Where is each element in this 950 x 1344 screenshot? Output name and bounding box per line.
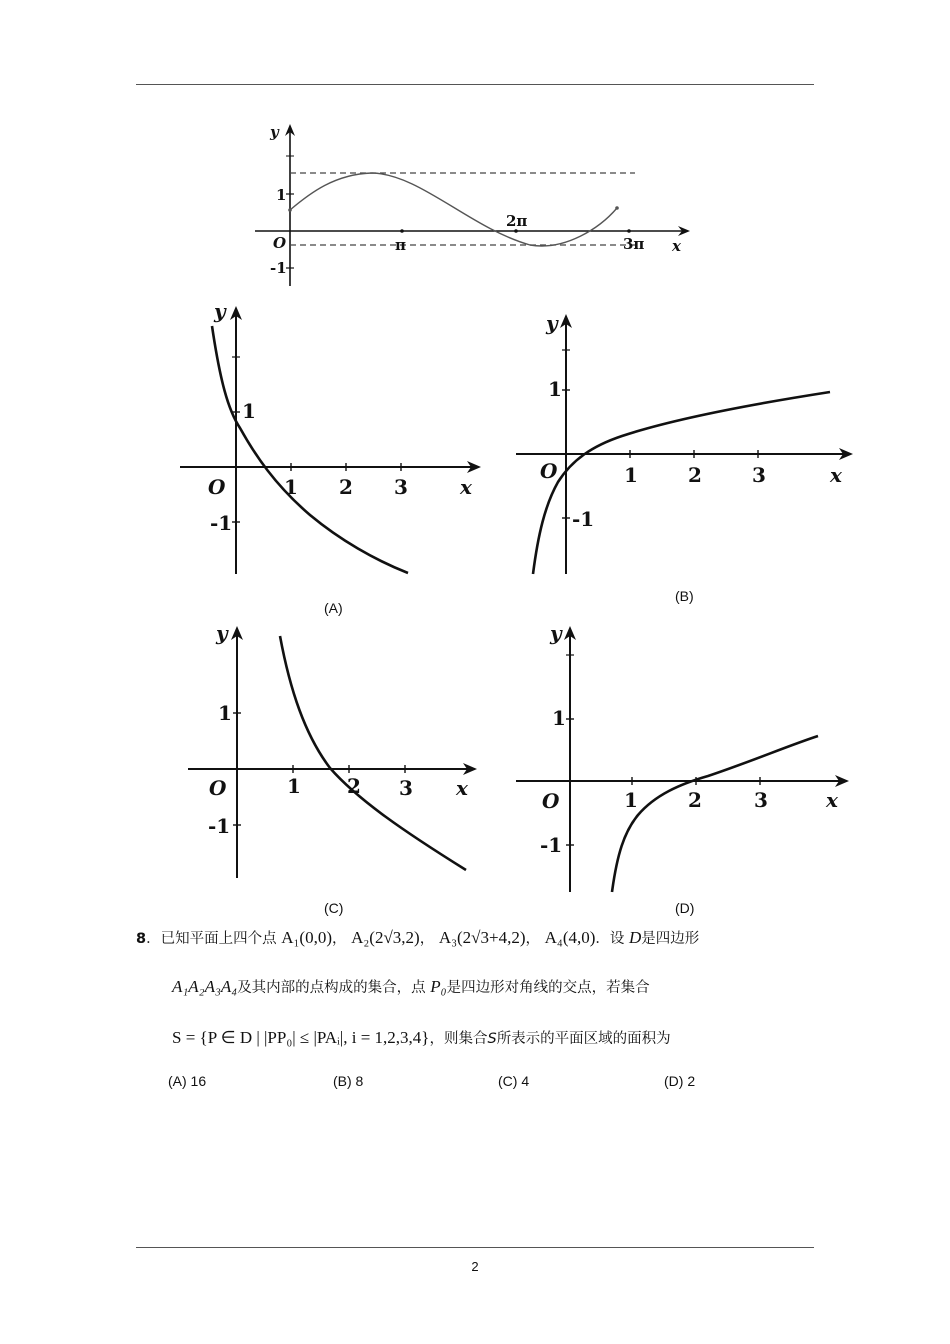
graph-d (510, 620, 860, 895)
option-b: (B) 8 (333, 1073, 364, 1089)
x-axis-label: x (460, 475, 472, 499)
set-d: D (629, 928, 642, 947)
q8-line1-end: 是四边形 (641, 931, 700, 947)
x-axis-label: x (672, 237, 681, 255)
y-tick-neg1: -1 (540, 833, 563, 857)
origin-label: O (542, 789, 560, 813)
question-8-line-1 (136, 927, 699, 948)
y-axis-label: y (214, 299, 226, 323)
x-tick-2: 2 (339, 475, 353, 499)
caption-b: (B) (675, 588, 694, 604)
q8-line2-end: 是四边形对角线的交点，若集合 (446, 980, 650, 996)
x-tick-1: 1 (287, 774, 301, 798)
graph-a (170, 300, 490, 580)
point-a2: A₂(2√3,2) (351, 928, 420, 947)
origin-label: O (273, 234, 287, 252)
q8-line2: 及其内部的点构成的集合，点 (237, 980, 426, 996)
caption-a: (A) (324, 600, 343, 616)
x-tick-2: 2 (347, 774, 361, 798)
x-tick-3pi: 3π (623, 235, 645, 253)
question-8-line-2 (172, 976, 650, 997)
origin-label: O (208, 475, 226, 499)
x-tick-1: 1 (624, 788, 638, 812)
x-tick-2pi: 2π (506, 212, 528, 230)
point-a3: A₃(2√3+4,2) (438, 928, 526, 947)
y-tick-1: 1 (548, 377, 562, 401)
q8-line3: ，则集合 (429, 1031, 488, 1047)
header-rule (136, 84, 814, 85)
option-a: (A) 16 (168, 1073, 207, 1089)
y-tick-neg1: -1 (572, 507, 595, 531)
quadrilateral-name: A₁A₂A₃A₄ (172, 977, 238, 996)
x-tick-3: 3 (752, 463, 766, 487)
x-tick-3: 3 (399, 776, 413, 800)
curve-d (612, 736, 818, 892)
x-tick-2: 2 (688, 788, 702, 812)
set-s-expression: S = {P ∈ D | |PP₀| ≤ |PAᵢ|, i = 1,2,3,4} (172, 1028, 430, 1047)
curve-c (280, 636, 466, 870)
y-axis-label: y (546, 311, 558, 335)
y-tick-1: 1 (218, 701, 232, 725)
graph-sine (250, 118, 700, 293)
y-axis-label: y (270, 123, 279, 141)
origin-label: O (209, 776, 227, 800)
sep-1: ， (331, 931, 347, 947)
set-s-var: S (487, 1031, 497, 1047)
graph-b (510, 310, 860, 580)
y-tick-neg1: -1 (210, 511, 233, 535)
x-tick-3: 3 (394, 475, 408, 499)
y-tick-1: 1 (242, 399, 256, 423)
page-number: 2 (471, 1259, 479, 1274)
y-axis-label: y (550, 621, 562, 645)
graph-c (180, 620, 490, 885)
question-8-line-3 (172, 1027, 671, 1048)
curve-a (212, 326, 408, 573)
x-tick-pi: π (395, 236, 406, 254)
option-d: (D) 2 (664, 1073, 696, 1089)
caption-c: (C) (324, 900, 344, 916)
y-tick-1: 1 (276, 186, 287, 204)
sine-curve (290, 173, 617, 246)
point-a4: A₄(4,0) (544, 928, 596, 947)
x-axis-label: x (456, 776, 468, 800)
q8-line3-tail: 所表示的平面区域的面积为 (496, 1031, 671, 1047)
x-tick-3: 3 (754, 788, 768, 812)
point-a1: A₁(0,0) (281, 928, 332, 947)
x-tick-2: 2 (688, 463, 702, 487)
footer-rule (136, 1247, 814, 1248)
x-tick-1: 1 (624, 463, 638, 487)
option-c: (C) 4 (498, 1073, 530, 1089)
origin-label: O (540, 459, 558, 483)
y-axis-label: y (216, 621, 228, 645)
y-tick-neg1: -1 (208, 814, 231, 838)
caption-d: (D) (675, 900, 695, 916)
x-tick-1: 1 (284, 475, 298, 499)
sep-3: ， (525, 931, 541, 947)
q8-intro: ．已知平面上四个点 (146, 931, 277, 947)
x-axis-label: x (826, 788, 838, 812)
sep-2: ， (419, 931, 435, 947)
question-number: 8 (136, 931, 147, 947)
point-p0: P₀ (430, 977, 447, 996)
y-tick-1: 1 (552, 706, 566, 730)
q8-let: ．设 (595, 931, 625, 947)
y-tick-neg1: -1 (270, 259, 287, 277)
curve-b (533, 392, 830, 574)
x-axis-label: x (830, 463, 842, 487)
